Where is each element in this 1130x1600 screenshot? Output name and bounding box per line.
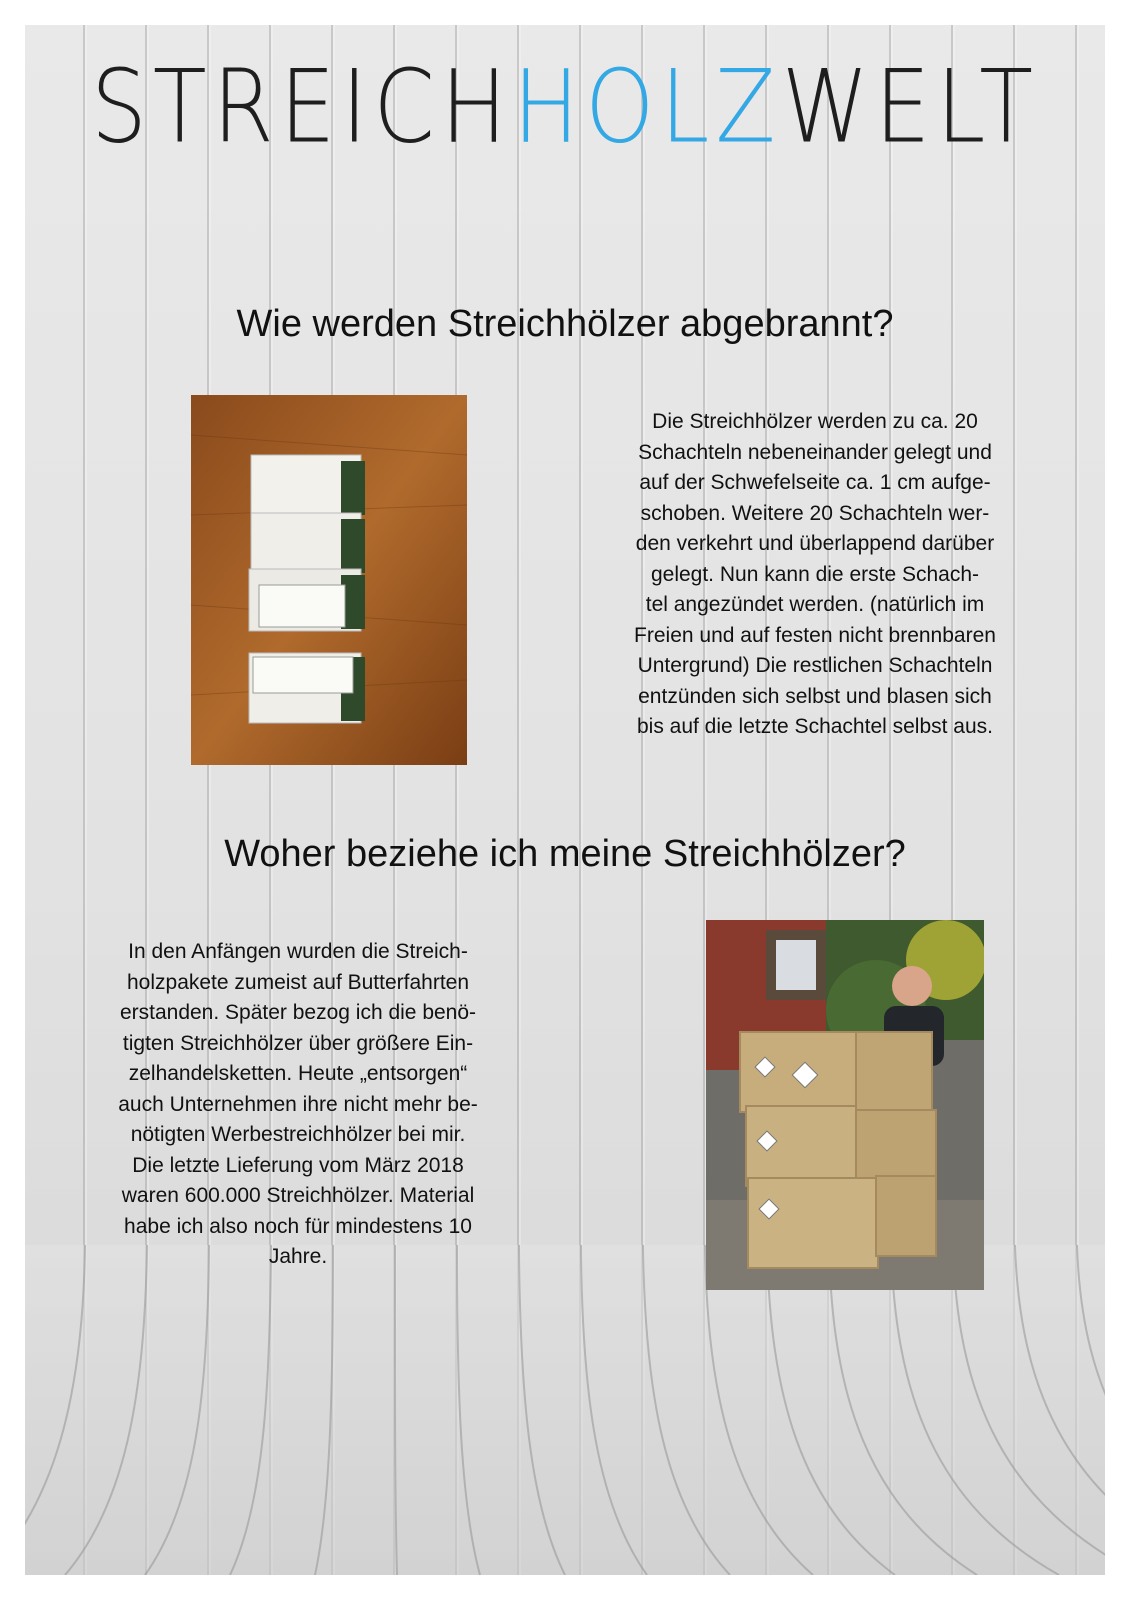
section2-line: Die letzte Lieferung vom März 2018 bbox=[132, 1153, 464, 1177]
logo-part-welt: WELT bbox=[781, 47, 1039, 166]
section1-line: bis auf die letzte Schachtel selbst aus. bbox=[636, 715, 994, 738]
section1-line: Untergrund) Die restlichen Schachteln bbox=[637, 654, 993, 677]
logo-part-streich: STREICH bbox=[91, 47, 513, 166]
section1-line: auf der Schwefelseite ca. 1 cm aufge- bbox=[639, 471, 991, 494]
section1-line: entzünden sich selbst und blasen sich bbox=[638, 684, 992, 708]
section2-line: erstanden. Später bezog ich die benö- bbox=[119, 1001, 477, 1024]
section1-line: den verkehrt und überlappend darüber bbox=[635, 532, 995, 555]
logo-part-holz: HOLZ bbox=[512, 47, 782, 166]
section1-line: Die Streichhölzer werden zu ca. 20 bbox=[652, 410, 978, 433]
section2-line: habe ich also noch für mindestens 10 bbox=[124, 1214, 472, 1238]
section2-line: holzpakete zumeist auf Butterfahrten bbox=[126, 970, 470, 994]
section2-line: tigten Streichhölzer über größere Ein- bbox=[122, 1031, 474, 1055]
man-with-cardboard-boxes-photo bbox=[706, 920, 984, 1290]
section2-line: auch Unternehmen ihre nicht mehr be- bbox=[118, 1092, 478, 1116]
curved-floor-planks bbox=[25, 1245, 1105, 1575]
section2-line: nötigten Werbestreichhölzer bei mir. bbox=[130, 1123, 466, 1146]
wood-background bbox=[25, 25, 1105, 1575]
section1-line: gelegt. Nun kann die erste Schach- bbox=[650, 562, 980, 586]
section2-line: Jahre. bbox=[268, 1245, 328, 1268]
section2-line: waren 600.000 Streichhölzer. Material bbox=[121, 1184, 475, 1207]
section1-line: schoben. Weitere 20 Schachteln wer- bbox=[640, 501, 990, 525]
matchboxes-on-table-photo bbox=[191, 395, 467, 765]
section1-line: Schachteln nebeneinander gelegt und bbox=[638, 440, 992, 464]
section1-heading: Wie werden Streichhölzer abgebrannt? bbox=[236, 303, 894, 345]
site-logo bbox=[25, 47, 1105, 165]
section2-text bbox=[63, 937, 533, 1273]
section1-line: Freien und auf festen nicht brennbaren bbox=[634, 623, 996, 647]
section2-line: zelhandelsketten. Heute „entsorgen“ bbox=[128, 1062, 468, 1085]
section1-line: tel angezündet werden. (natürlich im bbox=[645, 593, 985, 616]
section2-line: In den Anfängen wurden die Streich- bbox=[128, 940, 468, 963]
section2-heading: Woher beziehe ich meine Streichhölzer? bbox=[224, 833, 906, 875]
section1-text bbox=[585, 407, 1045, 743]
